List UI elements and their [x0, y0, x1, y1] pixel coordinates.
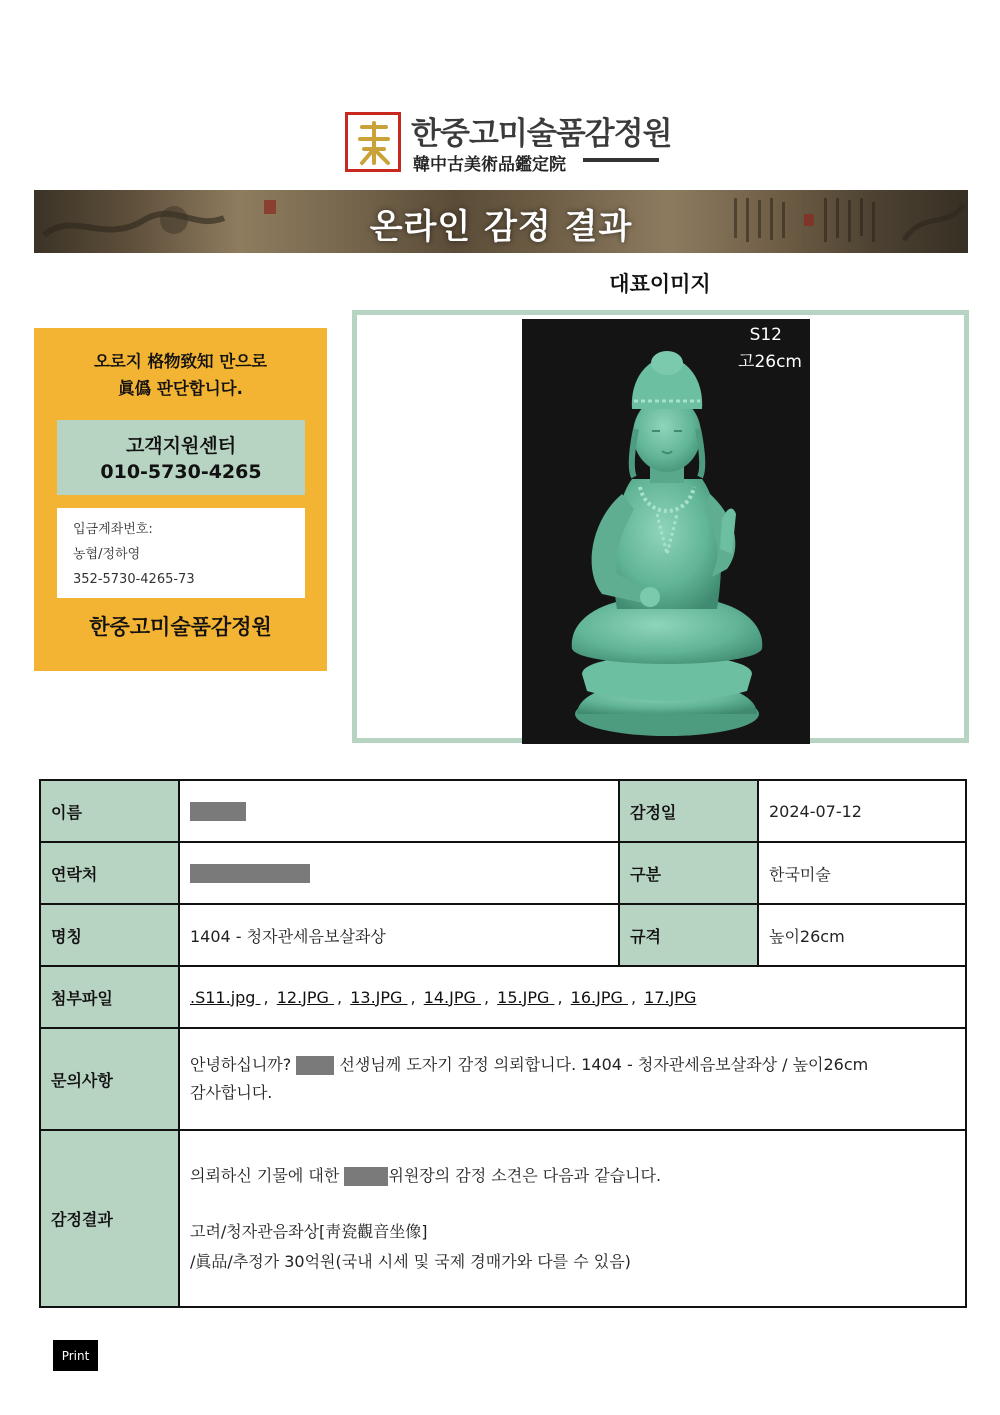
info-side-panel [34, 328, 327, 671]
attachment-separator: , [557, 987, 563, 1007]
appraisal-date-label: 감정일 [619, 780, 758, 842]
attachment-separator: , [630, 987, 637, 1007]
attachment-link[interactable]: 14.JPG [423, 987, 481, 1007]
customer-support-box [57, 420, 305, 495]
result-line-1 [190, 1161, 955, 1191]
logo-divider [583, 158, 659, 162]
inquiry-greeting: 안녕하십니까? [190, 1055, 292, 1074]
attachments-list [179, 966, 966, 1028]
redacted-name [190, 802, 246, 821]
representative-image-frame [352, 310, 969, 743]
contact-label: 연락처 [40, 842, 179, 904]
title-banner [34, 190, 968, 253]
attachment-link[interactable]: .S11.jpg [190, 987, 261, 1007]
inquiry-value [179, 1028, 966, 1130]
name-label: 이름 [40, 780, 179, 842]
redacted-appraiser [344, 1167, 388, 1186]
intro-line-1: 오로지 格物致知 만으로 [93, 352, 268, 371]
account-number: 352-5730-4265-73 [73, 572, 195, 587]
spec-value: 높이26cm [758, 904, 966, 966]
logo-name-korean: 한중고미술품감정원 [411, 116, 672, 152]
attachment-separator: , [410, 987, 416, 1007]
page-title: 온라인 감정 결과 [369, 207, 633, 247]
logo [345, 108, 672, 175]
result-value [179, 1130, 966, 1307]
category-value: 한국미술 [758, 842, 966, 904]
account-label: 입금계좌번호: [73, 522, 153, 537]
celadon-buddha-photo[interactable] [522, 319, 810, 744]
inquiry-label: 문의사항 [40, 1028, 179, 1130]
attachment-link[interactable]: 13.JPG [350, 987, 408, 1007]
attachment-separator: , [337, 987, 343, 1007]
print-button[interactable]: Print [53, 1340, 98, 1371]
inquiry-request: 선생님께 도자기 감정 의뢰합니다. 1404 - 청자관세음보살좌상 / 높이26cm [339, 1055, 869, 1074]
intro-line-2: 眞僞 판단합니다. [118, 379, 243, 398]
result-intro: 의뢰하신 기물에 대한 [190, 1165, 340, 1185]
organization-name: 한중고미술품감정원 [89, 615, 272, 639]
table-row [40, 904, 966, 966]
celadon-statue-figure [522, 319, 810, 744]
table-row [40, 966, 966, 1028]
name-value [179, 780, 619, 842]
attachment-link[interactable]: 17.JPG [644, 987, 697, 1007]
customer-support-title: 고객지원센터 [125, 435, 237, 457]
table-row [40, 842, 966, 904]
redacted-appraiser [296, 1056, 334, 1075]
attachments-label: 첨부파일 [40, 966, 179, 1028]
appraisal-info-table [39, 779, 967, 1308]
result-line-3: /眞品/추정가 30억원(국내 시세 및 국제 경매가와 다를 수 있음) [190, 1251, 631, 1271]
table-row [40, 1028, 966, 1130]
logo-name-hanja: 韓中古美術品鑑定院 [413, 155, 566, 175]
customer-support-phone[interactable]: 010-5730-4265 [100, 461, 262, 483]
item-title-label: 명칭 [40, 904, 179, 966]
seal-logo-icon [345, 112, 401, 172]
spec-label: 규격 [619, 904, 758, 966]
photo-label-code: S12 [749, 325, 782, 345]
category-label: 구분 [619, 842, 758, 904]
result-line-2: 고려/청자관음좌상[靑瓷觀音坐像] [190, 1221, 428, 1241]
table-row [40, 1130, 966, 1307]
bank-account-box [57, 508, 305, 598]
attachment-link[interactable]: 12.JPG [276, 987, 335, 1007]
account-bank: 농협/정하영 [73, 547, 141, 562]
appraisal-date-value: 2024-07-12 [758, 780, 966, 842]
table-row [40, 780, 966, 842]
attachment-link[interactable]: 15.JPG [497, 987, 555, 1007]
intro-text [34, 348, 327, 402]
attachment-separator: , [483, 987, 490, 1007]
inquiry-line-2: 감사합니다. [190, 1083, 273, 1102]
result-spacer [190, 1191, 955, 1217]
redacted-contact [190, 864, 310, 883]
representative-image-heading: 대표이미지 [609, 272, 711, 296]
attachment-separator: , [263, 987, 269, 1007]
attachment-link[interactable]: 16.JPG [570, 987, 628, 1007]
inquiry-line-1 [190, 1051, 955, 1079]
result-label: 감정결과 [40, 1130, 179, 1307]
item-title-value: 1404 - 청자관세음보살좌상 [179, 904, 619, 966]
result-intro-end: 위원장의 감정 소견은 다음과 같습니다. [388, 1165, 662, 1185]
contact-value [179, 842, 619, 904]
photo-label-height: 고26cm [738, 352, 802, 372]
